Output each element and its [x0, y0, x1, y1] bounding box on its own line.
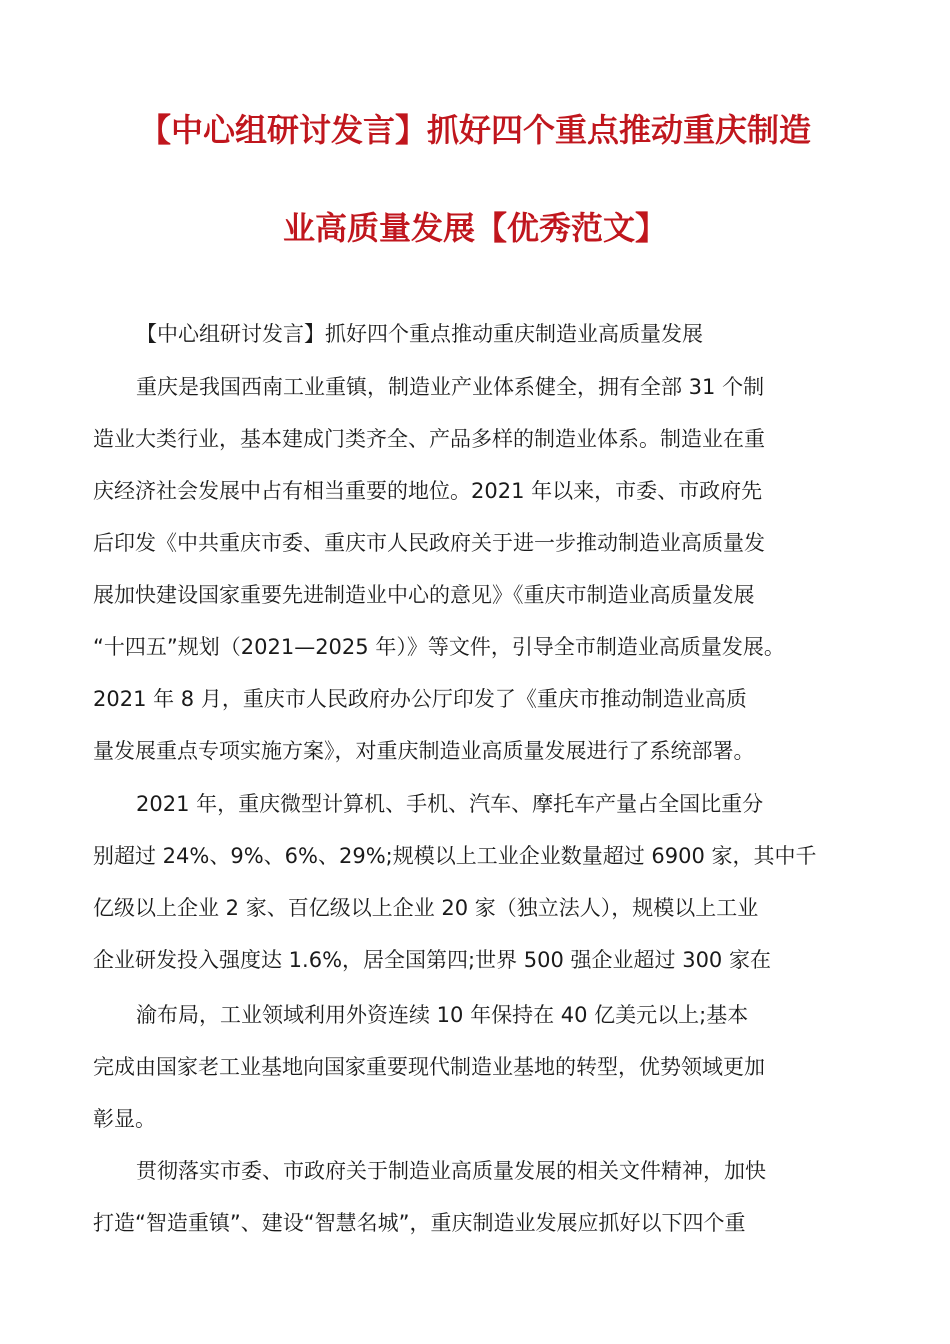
document-title-line-2: 业高质量发展【优秀范文】 [282, 209, 667, 247]
body-line: 后印发《中共重庆市委、重庆市人民政府关于进一步推动制造业高质量发 [93, 531, 765, 555]
body-line: 量发展重点专项实施方案》，对重庆制造业高质量发展进行了系统部署。 [93, 739, 755, 763]
body-line: 别超过 24%、9%、6%、29%;规模以上工业企业数量超过 6900 家，其中千 [93, 844, 817, 868]
body-line: 2021 年 8 月，重庆市人民政府办公厅印发了《重庆市推动制造业高质 [93, 687, 747, 711]
body-line: 庆经济社会发展中占有相当重要的地位。2021 年以来，市委、市政府先 [93, 479, 763, 503]
document-title-line-1: 【中心组研讨发言】抓好四个重点推动重庆制造 [138, 111, 811, 149]
body-line: “十四五”规划（2021—2025 年）》等文件，引导全市制造业高质量发展。 [93, 635, 785, 659]
body-line: 渝布局，工业领域利用外资连续 10 年保持在 40 亿美元以上;基本 [136, 1003, 749, 1027]
body-line: 造业大类行业，基本建成门类齐全、产品多样的制造业体系。制造业在重 [93, 427, 765, 451]
body-line: 完成由国家老工业基地向国家重要现代制造业基地的转型，优势领域更加 [93, 1055, 765, 1079]
body-line: 2021 年，重庆微型计算机、手机、汽车、摩托车产量占全国比重分 [136, 792, 764, 816]
body-line: 打造“智造重镇”、建设“智慧名城”，重庆制造业发展应抓好以下四个重 [93, 1211, 746, 1235]
body-line: 企业研发投入强度达 1.6%，居全国第四;世界 500 强企业超过 300 家在 [93, 948, 771, 972]
body-line: 亿级以上企业 2 家、百亿级以上企业 20 家（独立法人），规模以上工业 [93, 896, 759, 920]
body-line: 重庆是我国西南工业重镇，制造业产业体系健全，拥有全部 31 个制 [136, 375, 765, 399]
subtitle-line: 【中心组研讨发言】抓好四个重点推动重庆制造业高质量发展 [136, 322, 703, 346]
body-line: 展加快建设国家重要先进制造业中心的意见》《重庆市制造业高质量发展 [93, 583, 755, 607]
body-line: 贯彻落实市委、市政府关于制造业高质量发展的相关文件精神，加快 [136, 1159, 766, 1183]
body-line: 彰显。 [93, 1107, 156, 1131]
